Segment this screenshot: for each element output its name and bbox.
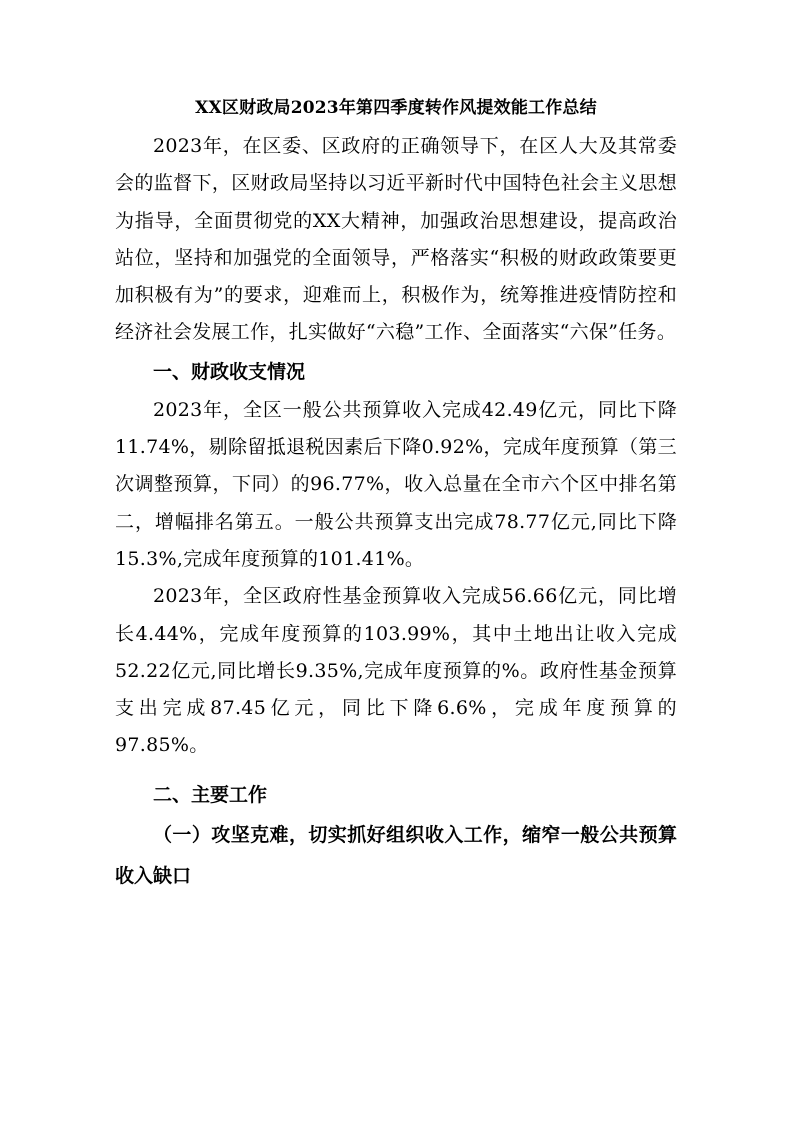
section-heading-revenue-expenditure: 一、财政收支情况 — [153, 360, 306, 383]
intro-paragraph: 2023年，在区委、区政府的正确领导下，在区人大及其常委会的监督下，区财政局坚持以习近平新时代中国特色社会主义思想为指导，全面贯彻党的XX大精神，加强政治思想建设，提高政治站位，坚持和加强党的全面领导，严格落实“积极的财政政策要更加积极有为”的要求，迎难而上，积极作为，统筹推进疫情防控和经济社会发展工作，扎实做好“六稳”工作、全面落实“六保”任务。 — [115, 135, 677, 344]
section-heading-main-work: 二、主要工作 — [153, 783, 268, 806]
document-page — [115, 96, 677, 897]
document-title: XX区财政局2023年第四季度转作风提效能工作总结 — [195, 98, 597, 118]
general-budget-paragraph: 2023年，全区一般公共预算收入完成42.49亿元，同比下降11.74%，剔除留抵退税因素后下降0.92%，完成年度预算（第三次调整预算，下同）的96.77%，收入总量在全市六个区中排名第二，增幅排名第五。一般公共预算支出完成78.77亿元,同比下降15.3%,完成年度预算的101.41%。 — [115, 398, 677, 570]
fund-budget-paragraph: 2023年，全区政府性基金预算收入完成56.66亿元，同比增长4.44%，完成年度预算的103.99%，其中土地出让收入完成52.22亿元,同比增长9.35%,完成年度预算的%。政府性基金预算支出完成87.45亿元，同比下降6.6%，完成年度预算的97.85%。 — [115, 585, 677, 757]
subsection-heading-revenue-collection: （一）攻坚克难，切实抓好组织收入工作，缩窄一般公共预算收入缺口 — [115, 823, 677, 887]
